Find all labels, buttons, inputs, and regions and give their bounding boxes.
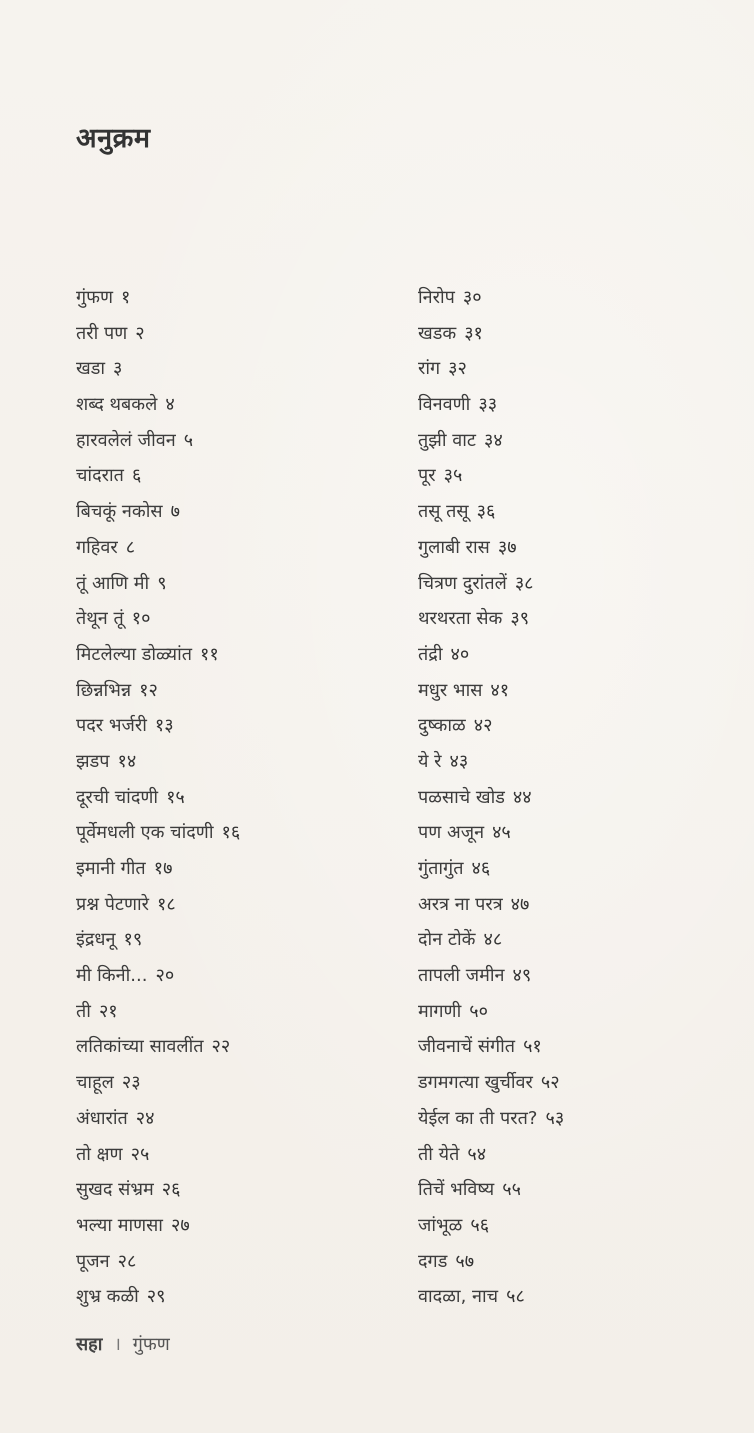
toc-entry-title: खडा — [76, 358, 106, 380]
toc-entry — [418, 744, 564, 780]
toc-entry — [76, 280, 240, 316]
toc-entry-page: ३३ — [478, 394, 498, 416]
toc-entry-page: ५५ — [502, 1179, 521, 1201]
toc-entry — [418, 958, 564, 994]
toc-entry — [418, 280, 564, 316]
toc-entry-page: ४५ — [492, 822, 511, 844]
toc-entry — [418, 673, 564, 709]
toc-entry — [418, 566, 564, 602]
toc-entry-page: १२ — [139, 679, 158, 701]
toc-entry-page: ८ — [125, 536, 136, 558]
toc-entry-page: ३८ — [514, 572, 534, 594]
toc-entry-page: २३ — [121, 1072, 141, 1094]
toc-entry — [418, 387, 564, 423]
toc-entry-title: चित्रण दुरांतलें — [418, 572, 507, 594]
toc-entry-title: गुंफण — [76, 287, 114, 308]
toc-entry-page: १ — [121, 287, 131, 308]
toc-entry-title: चाहूल — [76, 1072, 114, 1094]
toc-entry-title: पूर्वेमधली एक चांदणी — [76, 822, 214, 844]
toc-entry-title: रांग — [418, 358, 441, 380]
toc-entry — [76, 958, 240, 994]
toc-entry — [76, 1172, 240, 1208]
toc-entry — [76, 673, 240, 709]
toc-entry-title: बिचकूं नकोस — [76, 501, 163, 523]
footer-separator: । — [114, 1334, 121, 1355]
toc-entry-page: २८ — [117, 1250, 137, 1272]
toc-entry-page: १८ — [157, 893, 176, 915]
toc-entry — [76, 1137, 240, 1173]
toc-entry-title: हारवलेलं जीवन — [76, 429, 176, 451]
toc-entry-title: तिचें भविष्य — [418, 1179, 495, 1201]
toc-entry-page: ५२ — [540, 1072, 560, 1094]
toc-entry-title: शब्द थबकले — [76, 394, 158, 416]
toc-entry-title: गुंतागुंत — [418, 858, 464, 879]
toc-entry-title: तसू तसू — [418, 501, 469, 523]
toc-entry — [76, 423, 240, 459]
toc-entry — [418, 708, 564, 744]
toc-entry — [418, 1029, 564, 1065]
toc-entry — [418, 1172, 564, 1208]
toc-entry — [76, 601, 240, 637]
toc-entry — [76, 566, 240, 602]
toc-entry — [418, 780, 564, 816]
toc-entry-page: ३९ — [510, 608, 530, 630]
toc-entry — [418, 922, 564, 958]
toc-entry-page: ७ — [170, 501, 180, 523]
toc-entry — [418, 637, 564, 673]
toc-entry-title: अरत्र ना परत्र — [418, 893, 503, 915]
footer-page-number: सहा — [76, 1334, 103, 1355]
toc-entry — [418, 1137, 564, 1173]
toc-entry — [418, 1101, 564, 1137]
toc-entry-title: दुष्काळ — [418, 715, 466, 737]
toc-entry-page: २४ — [135, 1107, 155, 1129]
page-title: अनुक्रम — [76, 123, 151, 155]
toc-entry-page: ४ — [165, 394, 175, 416]
toc-entry — [418, 1279, 564, 1315]
toc-entry-page: ४३ — [449, 750, 469, 772]
toc-entry-page: ५ — [183, 429, 194, 451]
toc-entry-title: दगड — [418, 1250, 448, 1272]
toc-entry — [76, 1208, 240, 1244]
toc-entry-page: २० — [155, 965, 175, 987]
toc-entry — [76, 744, 240, 780]
toc-column-left — [76, 280, 240, 1315]
toc-entry-title: मिटलेल्या डोळ्यांत — [76, 643, 193, 665]
toc-entry-title: शुभ्र कळी — [76, 1286, 139, 1308]
toc-entry — [76, 1101, 240, 1137]
toc-entry — [418, 530, 564, 566]
toc-entry — [76, 708, 240, 744]
toc-entry-page: ४६ — [471, 858, 491, 879]
toc-entry-page: २६ — [161, 1179, 181, 1201]
toc-entry — [76, 637, 240, 673]
toc-entry-title: ती — [76, 1000, 91, 1022]
toc-entry — [76, 530, 240, 566]
toc-entry-title: तंद्री — [418, 643, 443, 665]
toc-entry-title: मधुर भास — [418, 679, 483, 701]
toc-entry-page: ३४ — [484, 429, 503, 451]
toc-entry-title: गहिवर — [76, 536, 118, 558]
toc-entry-title: तुझी वाट — [418, 429, 476, 451]
toc-entry-page: ५८ — [506, 1286, 525, 1308]
toc-entry-title: मी किनी... — [76, 965, 148, 987]
toc-entry — [418, 601, 564, 637]
toc-entry-title: दोन टोकें — [418, 929, 476, 951]
toc-entry-title: पूजन — [76, 1250, 110, 1272]
toc-entry-title: भल्या माणसा — [76, 1214, 163, 1236]
toc-entry — [418, 458, 564, 494]
toc-entry — [418, 1065, 564, 1101]
toc-entry-title: विनवणी — [418, 394, 471, 416]
toc-entry-title: पदर भर्जरी — [76, 715, 147, 737]
toc-entry — [76, 851, 240, 887]
page-footer — [76, 1332, 170, 1356]
toc-entry-title: चांदरात — [76, 465, 124, 487]
toc-entry-title: वादळा, नाच — [418, 1286, 499, 1308]
toc-entry-page: ४२ — [473, 715, 493, 737]
toc-entry-title: झडप — [76, 750, 110, 772]
toc-entry-page: ५० — [469, 1000, 488, 1022]
toc-entry-title: पण अजून — [418, 822, 485, 844]
toc-entry — [76, 922, 240, 958]
toc-entry — [76, 994, 240, 1030]
toc-entry-page: ५१ — [523, 1036, 542, 1058]
toc-entry-title: इंद्रधनू — [76, 929, 116, 951]
toc-entry-page: ३६ — [476, 501, 496, 523]
toc-entry-page: ३७ — [497, 536, 517, 558]
toc-entry-page: १४ — [117, 750, 137, 772]
toc-entry-page: २ — [135, 322, 145, 344]
toc-entry-title: अंधारांत — [76, 1107, 128, 1129]
toc-entry-page: ४० — [450, 643, 470, 665]
toc-entry-title: डगमगत्या खुर्चीवर — [418, 1072, 533, 1094]
toc-entry-page: १६ — [221, 822, 241, 844]
toc-entry — [76, 316, 240, 352]
toc-entry-page: ४८ — [483, 929, 503, 951]
toc-entry-title: लतिकांच्या सावलींत — [76, 1036, 204, 1058]
toc-entry-page: १७ — [153, 858, 173, 879]
toc-entry-title: पळसाचे खोड — [418, 786, 505, 808]
toc-entry-page: ५४ — [467, 1143, 487, 1165]
toc-entry-page: २९ — [146, 1286, 166, 1308]
toc-entry-title: मागणी — [418, 1000, 462, 1022]
toc-entry — [76, 1244, 240, 1280]
toc-entry-page: १० — [131, 608, 151, 630]
toc-entry — [76, 494, 240, 530]
toc-entry — [418, 887, 564, 923]
toc-entry-page: ४९ — [512, 965, 532, 987]
toc-entry-title: ये रे — [418, 750, 442, 772]
toc-entry — [76, 1065, 240, 1101]
toc-entry — [418, 316, 564, 352]
toc-entry — [418, 1244, 564, 1280]
toc-entry — [418, 494, 564, 530]
toc-entry-title: तरी पण — [76, 322, 128, 344]
toc-entry-page: ३२ — [448, 358, 467, 380]
toc-entry — [76, 1029, 240, 1065]
toc-entry-page: ६ — [131, 465, 142, 487]
toc-entry-title: तो क्षण — [76, 1143, 123, 1165]
toc-entry — [418, 1208, 564, 1244]
toc-entry-title: ती येते — [418, 1143, 460, 1165]
footer-book-title: गुंफण — [132, 1334, 170, 1355]
toc-entry-page: २२ — [211, 1036, 231, 1058]
toc-entry-title: सुखद संभ्रम — [76, 1179, 154, 1201]
toc-entry-page: ३० — [462, 287, 482, 308]
toc-entry-page: २१ — [98, 1000, 118, 1022]
toc-entry-page: ५६ — [470, 1214, 490, 1236]
toc-entry-title: तापली जमीन — [418, 965, 505, 987]
toc-entry-page: ४४ — [512, 786, 532, 808]
toc-entry-title: जांभूळ — [418, 1214, 463, 1236]
toc-entry — [418, 851, 564, 887]
toc-entry — [418, 815, 564, 851]
toc-entry-page: ५३ — [545, 1107, 565, 1129]
toc-entry-title: तेथून तूं — [76, 608, 124, 630]
toc-entry-page: ११ — [200, 643, 219, 665]
toc-entry-title: छिन्नभिन्न — [76, 679, 132, 701]
toc-entry-title: गुलाबी रास — [418, 536, 490, 558]
toc-entry — [418, 994, 564, 1030]
toc-entry — [76, 887, 240, 923]
toc-entry-title: तूं आणि मी — [76, 572, 150, 594]
toc-entry-title: जीवनाचें संगीत — [418, 1036, 516, 1058]
toc-entry — [76, 1279, 240, 1315]
toc-entry-title: दूरची चांदणी — [76, 786, 159, 808]
toc-entry — [76, 815, 240, 851]
toc-entry-page: १३ — [154, 715, 174, 737]
toc-entry-page: २५ — [130, 1143, 150, 1165]
toc-entry — [76, 351, 240, 387]
toc-entry — [76, 387, 240, 423]
toc-entry-page: ३१ — [464, 322, 483, 344]
toc-entry-page: ३५ — [443, 465, 463, 487]
toc-entry-page: ४१ — [490, 679, 510, 701]
toc-entry-title: प्रश्न पेटणारे — [76, 893, 150, 915]
toc-entry — [76, 458, 240, 494]
toc-entry-title: खडक — [418, 322, 457, 344]
toc-entry — [76, 780, 240, 816]
toc-entry-title: इमानी गीत — [76, 858, 146, 879]
toc-entry-title: थरथरता सेक — [418, 608, 503, 630]
toc-entry-title: येईल का ती परत? — [418, 1107, 538, 1129]
toc-entry-page: ३ — [113, 358, 123, 380]
toc-entry — [418, 351, 564, 387]
toc-column-right — [418, 280, 564, 1315]
toc-entry-page: ५७ — [455, 1250, 475, 1272]
toc-entry-page: २७ — [170, 1214, 190, 1236]
toc-entry-page: १९ — [123, 929, 143, 951]
toc-entry-page: ९ — [157, 572, 167, 594]
toc-entry-title: निरोप — [418, 287, 455, 308]
toc-entry — [418, 423, 564, 459]
toc-entry-page: ४७ — [510, 893, 530, 915]
toc-entry-page: १५ — [166, 786, 185, 808]
toc-entry-title: पूर — [418, 465, 436, 487]
